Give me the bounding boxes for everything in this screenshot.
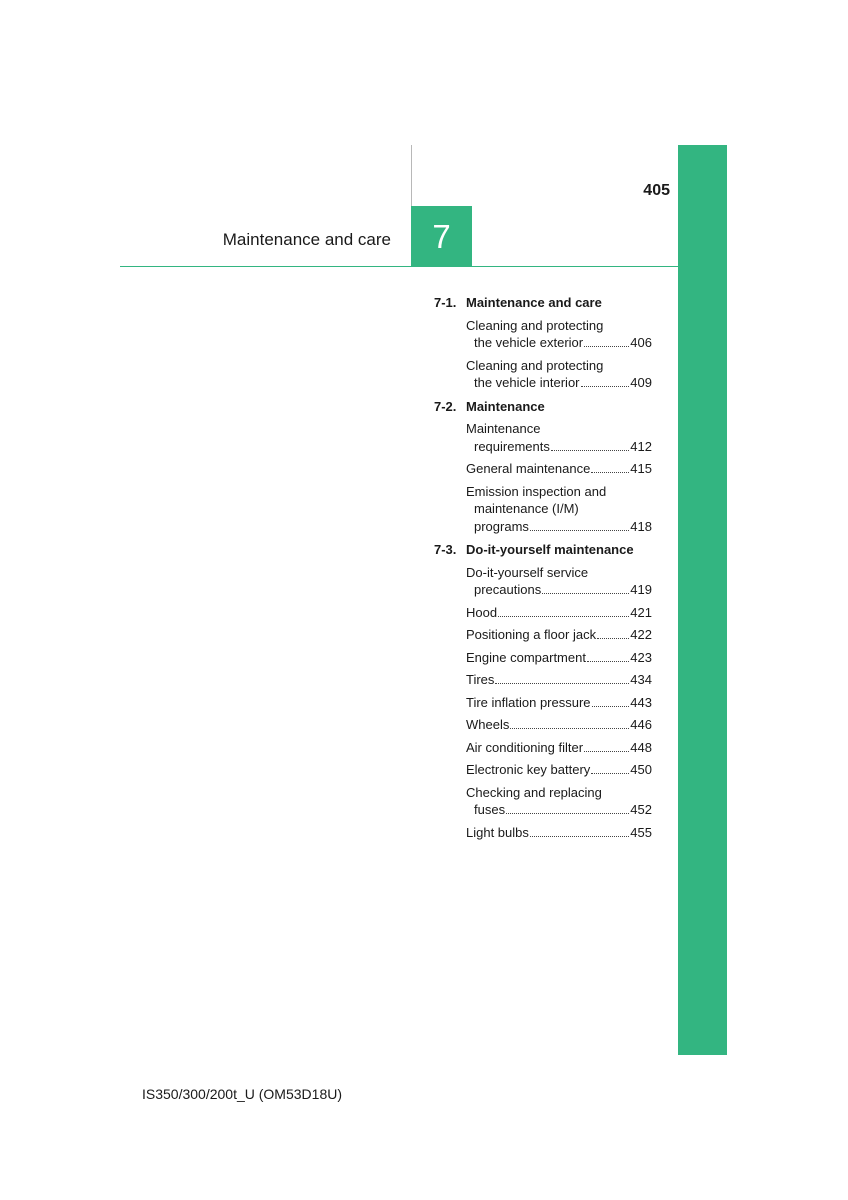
toc-section [434,398,652,536]
toc-leader-dots [587,661,629,662]
toc-section-heading [434,398,652,416]
toc-leader-dots [591,472,629,473]
toc-entry[interactable] [466,357,652,392]
chapter-number-badge: 7 [411,206,472,267]
toc-entry-row [466,649,652,667]
toc-entry-page: 418 [630,518,652,534]
toc-entry[interactable] [466,649,652,667]
toc-entry-label: Cleaning and protecting [466,357,604,373]
toc-entry-page: 452 [630,802,652,817]
toc-entry-label: Tire inflation pressure [466,694,591,710]
toc-entry[interactable] [466,824,652,842]
toc-leader-dots [592,706,630,707]
toc-section-title: Maintenance and care [466,295,602,310]
toc-entry-label: Emission inspection and [466,483,607,499]
toc-entry-page: 434 [630,672,652,687]
toc-entry-page: 443 [630,694,652,710]
toc-entry-page: 409 [630,375,652,390]
toc-entry-page: 415 [630,461,652,476]
toc-entry[interactable] [466,460,652,478]
toc-entry[interactable] [466,784,652,819]
toc-entry-row [466,604,652,622]
toc-leader-dots [506,813,629,814]
toc-leader-dots [581,386,630,387]
toc-leader-dots [498,616,629,617]
toc-entry-row [466,739,652,757]
toc-section-title: Do-it-yourself maintenance [466,542,634,557]
toc-entry-label-continued: fuses [474,802,506,817]
toc-entry-label-continued: the vehicle exterior [474,335,584,350]
toc-entry[interactable] [466,564,652,599]
toc-section-title: Maintenance [466,398,545,414]
toc-entry-row [466,334,652,352]
toc-entry-page: 423 [630,649,652,665]
chapter-side-tab [678,145,727,1055]
toc-entry-label: Positioning a floor jack [466,627,597,642]
toc-leader-dots [530,836,629,837]
chapter-title: Maintenance and care [222,230,391,249]
toc-entry-label: Cleaning and protecting [466,317,604,333]
toc-entry-row [466,374,652,392]
footer-model-code: IS350/300/200t_U (OM53D18U) [142,1086,342,1102]
toc-entry[interactable] [466,626,652,644]
toc-entry-row [466,626,652,644]
toc-entry-page: 406 [630,335,652,350]
toc-entry-page: 419 [630,582,652,597]
toc-section-number: 7-2. [434,398,457,414]
toc-section-number: 7-1. [434,295,457,310]
toc-entry[interactable] [466,716,652,734]
toc-leader-dots [584,751,629,752]
toc-entry-row [466,518,652,536]
toc-entry-label-continued: requirements [474,438,550,454]
toc-section-heading [434,294,652,312]
toc-entry-page: 448 [630,739,652,755]
toc-entry[interactable] [466,604,652,622]
toc-leader-dots [591,773,629,774]
toc-entry-row [466,716,652,734]
toc-entry[interactable] [466,317,652,352]
toc-entry[interactable] [466,483,652,536]
toc-entry-row [466,671,652,689]
toc-entry-label: Hood [466,604,498,620]
toc-entry-label-continued: programs [474,518,529,534]
toc-entry-label: Do-it-yourself service [466,564,589,580]
toc-entry-label: General maintenance [466,461,591,476]
toc-entry-label: Checking and replacing [466,784,602,800]
toc-section [434,541,652,841]
toc-entry[interactable] [466,694,652,712]
toc-entry[interactable] [466,671,652,689]
toc-entry[interactable] [466,761,652,779]
toc-entry-page: 450 [630,762,652,777]
toc-entry-page: 446 [630,717,652,732]
toc-entry-label: Maintenance [466,421,541,436]
toc-entry-row [466,438,652,456]
toc-entry-row [466,761,652,779]
toc-entry-label: Electronic key battery [466,762,591,777]
toc-entry-page: 455 [630,824,652,840]
toc-leader-dots [597,638,629,639]
toc-entry-label-continued: the vehicle interior [474,375,580,390]
toc-entry[interactable] [466,420,652,455]
toc-leader-dots [542,593,629,594]
toc-entry[interactable] [466,739,652,757]
toc-entry-label: Wheels [466,717,510,732]
toc-entry-page: 422 [630,627,652,642]
toc-entry-label: Light bulbs [466,824,529,840]
table-of-contents [434,294,652,847]
toc-leader-dots [551,450,629,451]
toc-entry-label-continued: precautions [474,582,542,597]
page-number: 405 [643,182,670,199]
toc-entry-row [466,801,652,819]
toc-entry-row [466,694,652,712]
toc-entry-row [466,824,652,842]
toc-entry-label: Engine compartment [466,649,586,665]
toc-section [434,294,652,392]
toc-section-heading [434,541,652,559]
header-divider-vertical [411,145,412,207]
header-divider-horizontal [120,266,678,267]
toc-entry-label-continued: maintenance (I/M) [474,501,579,516]
toc-entry-row [466,581,652,599]
toc-leader-dots [584,346,629,347]
toc-entry-page: 421 [630,604,652,620]
toc-leader-dots [530,530,629,531]
toc-leader-dots [495,683,629,684]
toc-entry-label: Air conditioning filter [466,739,584,755]
toc-section-number: 7-3. [434,542,457,557]
toc-entry-label: Tires [466,672,495,687]
toc-entry-row [466,460,652,478]
toc-leader-dots [510,728,629,729]
toc-entry-page: 412 [630,438,652,454]
